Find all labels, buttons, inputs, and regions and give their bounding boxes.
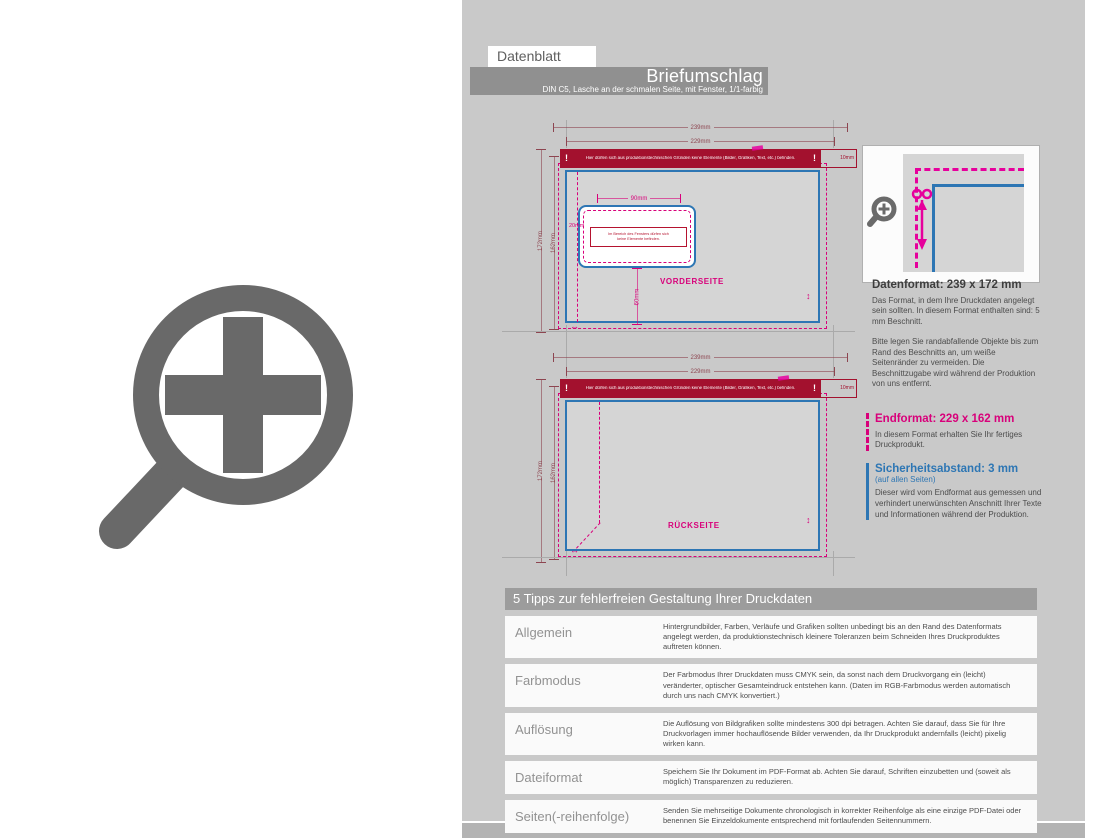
front-dim-end-width	[566, 137, 835, 146]
window-bottom-label: 60mm	[634, 288, 641, 305]
no-print-zone-banner-front	[560, 149, 821, 168]
front-dim-end-height-label: 162mm	[551, 232, 558, 254]
front-band-dim-label: 10mm	[840, 155, 854, 161]
guide-line	[833, 551, 834, 576]
window-left-offset-label: 20mm	[569, 223, 585, 229]
warning-exclamation: !	[813, 153, 816, 163]
table-row	[505, 761, 1037, 794]
back-dim-end-height-label: 162mm	[551, 462, 558, 484]
safety-arrow-h-icon: ↔	[570, 321, 579, 331]
table-row	[505, 664, 1037, 706]
safety-arrow-v-icon: ↕	[806, 291, 811, 301]
guide-line	[502, 557, 855, 558]
front-side-label: VORDERSEITE	[660, 277, 724, 286]
warning-exclamation: !	[565, 383, 568, 393]
front-dim-data-width	[553, 123, 848, 132]
tip-text-seitenreihenfolge: Senden Sie mehrseitige Dokumente chronologisch in korrekter Reihenfolge als eine einzige PDF-Datei oder benennen Sie Einzeldokumente entsprechend mit fortlaufenden Seitennummern.	[663, 806, 1022, 826]
tips-table	[505, 588, 1037, 833]
table-row	[505, 713, 1037, 755]
no-print-zone-text: Hier dürfen sich aus produktionstechnischen Gründen keine Elemente (Bilder, Grafiken, Text, etc.) befinden.	[585, 386, 796, 391]
tips-title: 5 Tipps zur fehlerfreien Gestaltung Ihrer Druckdaten	[513, 591, 813, 606]
endformat-title: Endformat: 229 x 162 mm	[875, 413, 1015, 425]
zoom-plus-icon	[95, 268, 365, 553]
detail-endformat-line-h	[932, 184, 1024, 187]
no-print-zone-banner-back	[560, 379, 821, 398]
back-band-dim	[821, 379, 857, 398]
endformat-block	[866, 413, 1042, 451]
sicherheitsabstand-subtitle: (auf allen Seiten)	[875, 474, 936, 484]
guide-line	[833, 325, 834, 350]
back-dim-data-height	[536, 379, 546, 563]
safety-arrow-v-icon: ↕	[806, 515, 811, 525]
guide-line	[566, 325, 567, 350]
back-flap-fold-line	[599, 402, 600, 523]
product-title: Briefumschlag	[646, 66, 763, 87]
back-band-dim-label: 10mm	[840, 385, 854, 391]
front-dim-data-height	[536, 149, 546, 333]
tip-label-farbmodus: Farbmodus	[515, 673, 581, 689]
back-dim-data-width-label: 239mm	[690, 354, 711, 361]
table-row	[505, 800, 1037, 833]
tip-label-dateiformat: Dateiformat	[515, 770, 583, 786]
front-dim-end-height	[549, 156, 559, 330]
sicherheitsabstand-block	[866, 463, 1042, 520]
detail-dataformat-line-h	[915, 168, 1024, 171]
endformat-text: In diesem Format erhalten Sie Ihr fertiges Druckprodukt.	[875, 429, 1023, 450]
warning-exclamation: !	[565, 153, 568, 163]
window-width-label: 90mm	[630, 195, 648, 202]
datenformat-block	[866, 279, 1042, 390]
tip-label-allgemein: Allgemein	[515, 625, 573, 640]
tip-label-seitenreihenfolge: Seiten(-reihenfolge)	[515, 809, 630, 825]
guide-line	[566, 551, 567, 576]
window-bottom-dim	[632, 268, 642, 325]
window-note-line2: keine Elemente befinden.	[617, 237, 660, 241]
back-dim-end-width-label: 229mm	[690, 368, 711, 375]
back-dim-end-width	[566, 367, 835, 376]
front-dim-data-height-label: 172mm	[538, 230, 545, 252]
datenformat-text-2: Bitte legen Sie randabfallende Objekte bis zum Rand des Beschnitts an, um weiße Seitenränder zu vermeiden. Die Beschnittzugabe wird während der Produktion von uns entfernt.	[872, 337, 1039, 389]
tip-text-aufloesung: Die Auflösung von Bildgrafiken sollte mindestens 300 dpi betragen. Achten Sie darauf, dass Sie für Ihre Druckvorlagen immer hochauflösende Bilder verwenden, da Ihr Druckprodukt andernfalls (leicht) pixelig wirken kann.	[663, 718, 1007, 748]
mini-zoom-plus-icon	[866, 193, 902, 229]
datenblatt-tab-label: Datenblatt	[497, 48, 561, 64]
tip-text-allgemein: Hintergrundbilder, Farben, Verläufe und Grafiken sollten unbedingt bis an den Rand des Datenformats angelegt werden, da produktionstechnisch kleinere Toleranzen beim Schneiden Ihres Druckproduktes auftreten können.	[663, 622, 1002, 652]
window-note-line1: Im Bereich des Fensters dürfen sich	[608, 232, 669, 237]
back-dim-end-height	[549, 386, 559, 560]
tips-header	[505, 588, 1037, 610]
sicherheitsabstand-title: Sicherheitsabstand: 3 mm	[875, 463, 1019, 475]
product-title-bar	[470, 67, 768, 95]
datenformat-text-1: Das Format, in dem Ihre Druckdaten angelegt sein sollten. In diesem Format enthalten sind: 5 mm Beschnitt.	[872, 295, 1040, 326]
back-dim-data-height-label: 172mm	[538, 460, 545, 482]
window-width-dim	[597, 194, 681, 203]
guide-line	[502, 331, 855, 332]
bleed-marker-icon	[908, 186, 934, 256]
front-band-dim	[821, 149, 857, 168]
tip-text-dateiformat: Speichern Sie Ihr Dokument im PDF-Format ab. Achten Sie darauf, Schriften einzubetten und (soweit als möglich) Transparenzen zu reduzieren.	[663, 767, 1011, 787]
window-note-box	[590, 227, 687, 247]
datenblatt-tab	[488, 46, 596, 67]
no-print-zone-text: Hier dürfen sich aus produktionstechnischen Gründen keine Elemente (Bilder, Grafiken, Text, etc.) befinden.	[585, 156, 796, 161]
datenformat-title: Datenformat: 239 x 172 mm	[872, 279, 1022, 291]
back-side-label: RÜCKSEITE	[668, 521, 720, 530]
tip-label-aufloesung: Auflösung	[515, 721, 573, 737]
safety-arrow-h-icon: ↔	[570, 545, 579, 555]
back-dim-data-width	[553, 353, 848, 362]
product-subtitle: DIN C5, Lasche an der schmalen Seite, mit Fenster, 1/1-farbig	[542, 85, 763, 95]
front-dim-end-width-label: 229mm	[690, 138, 711, 145]
tip-text-farbmodus: Der Farbmodus Ihrer Druckdaten muss CMYK sein, da sonst nach dem Druckvorgang ein (leicht) veränderter, optischer Gesamteindruck entstehen kann. (Daten im RGB-Farbmodus werden automatisch durch uns nach CMYK konvertiert.)	[663, 670, 1011, 700]
front-dim-data-width-label: 239mm	[690, 124, 711, 131]
sicherheitsabstand-text: Dieser wird vom Endformat aus gemessen und verhindert unerwünschten Anschnitt Ihrer Texte und Informationen während der Produktion.	[875, 488, 1042, 519]
warning-exclamation: !	[813, 383, 816, 393]
table-row	[505, 616, 1037, 658]
